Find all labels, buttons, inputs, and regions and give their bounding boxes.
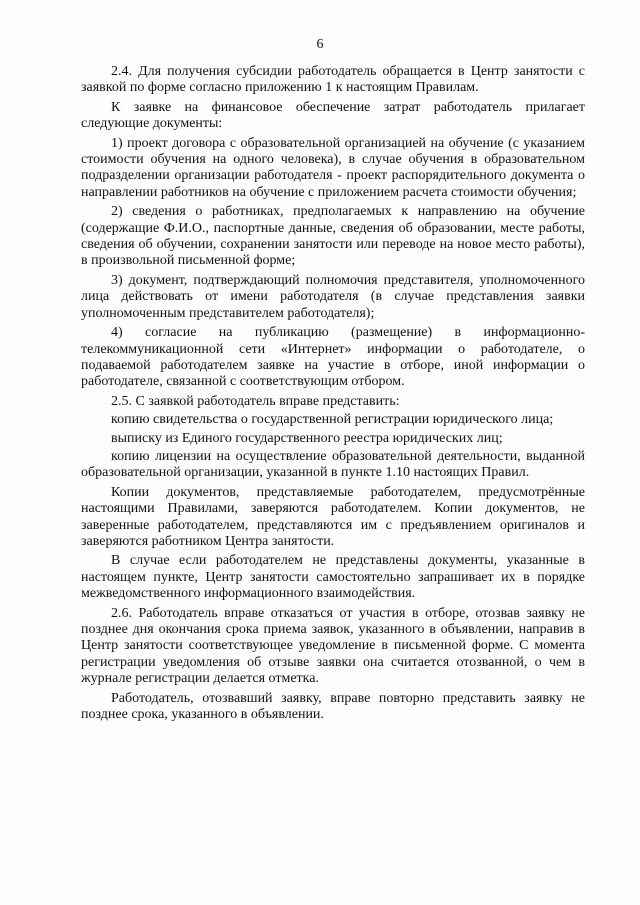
page-number: 6 — [316, 37, 324, 52]
list-item-3: 3) документ, подтверждающий полномочия представителя, уполномоченного лица действовать от имени работодателя (в случае представления заявки уполномоченным представителем работодателя); — [81, 272, 585, 321]
list-item-license-copy: копию лицензии на осуществление образовательной деятельности, выданной образовательной организации, указанной в пункте 1.10 настоящих Правил. — [81, 448, 585, 481]
paragraph-2-6: 2.6. Работодатель вправе отказаться от участия в отборе, отозвав заявку не позднее дня окончания срока приема заявок, указанного в объявлении, направив в Центр занятости соответствующее уведомление в письменной форме. С момента регистрации уведомления об отзыве заявки она считается отозванной, о чем в журнале регистрации делается отметка. — [81, 605, 585, 687]
list-item-register-extract: выписку из Единого государственного реестра юридических лиц; — [111, 430, 503, 446]
paragraph-2-5: 2.5. С заявкой работодатель вправе представить: — [111, 393, 400, 409]
paragraph-copies-certification: Копии документов, представляемые работодателем, предусмотрённые настоящими Правилами, заверяются работодателем. Копии документов, не заверенные работодателем, представляются им с предъявлением оригиналов и заверяются работником Центра занятости. — [81, 484, 585, 549]
list-item-1: 1) проект договора с образовательной организацией на обучение (с указанием стоимости обучения на одного человека), в случае обучения в образовательном подразделении организации работодателя - проект распорядительного документа о направлении работников на обучение с приложением расчета стоимости обучения; — [81, 135, 585, 200]
paragraph-resubmission: Работодатель, отозвавший заявку, вправе повторно представить заявку не позднее срока, указанного в объявлении. — [81, 690, 585, 723]
paragraph-2-4: 2.4. Для получения субсидии работодатель обращается в Центр занятости с заявкой по форме согласно приложению 1 к настоящим Правилам. — [81, 64, 585, 96]
document-body — [81, 64, 585, 726]
list-item-registration-copy: копию свидетельства о государственной регистрации юридического лица; — [111, 412, 554, 428]
list-item-2: 2) сведения о работниках, предполагаемых к направлению на обучение (содержащие Ф.И.О., паспортные данные, сведения об образовании, месте работы, сведения об обучении, сохранении занятости или переводе на новое место работы), в произвольной письменной форме; — [81, 204, 585, 269]
list-item-4: 4) согласие на публикацию (размещение) в информационно-телекоммуникационной сети «Интернет» информации о работодателе, о подаваемой работодателем заявке на участие в отборе, иной информации о работодателе, связанной с соответствующим отбором. — [81, 325, 585, 390]
paragraph-interagency-request: В случае если работодателем не представлены документы, указанные в настоящем пункте, Центр занятости самостоятельно запрашивает их в порядке межведомственного информационного взаимодействия. — [81, 553, 585, 602]
paragraph-documents-intro: К заявке на финансовое обеспечение затрат работодатель прилагает следующие документы: — [81, 99, 585, 132]
